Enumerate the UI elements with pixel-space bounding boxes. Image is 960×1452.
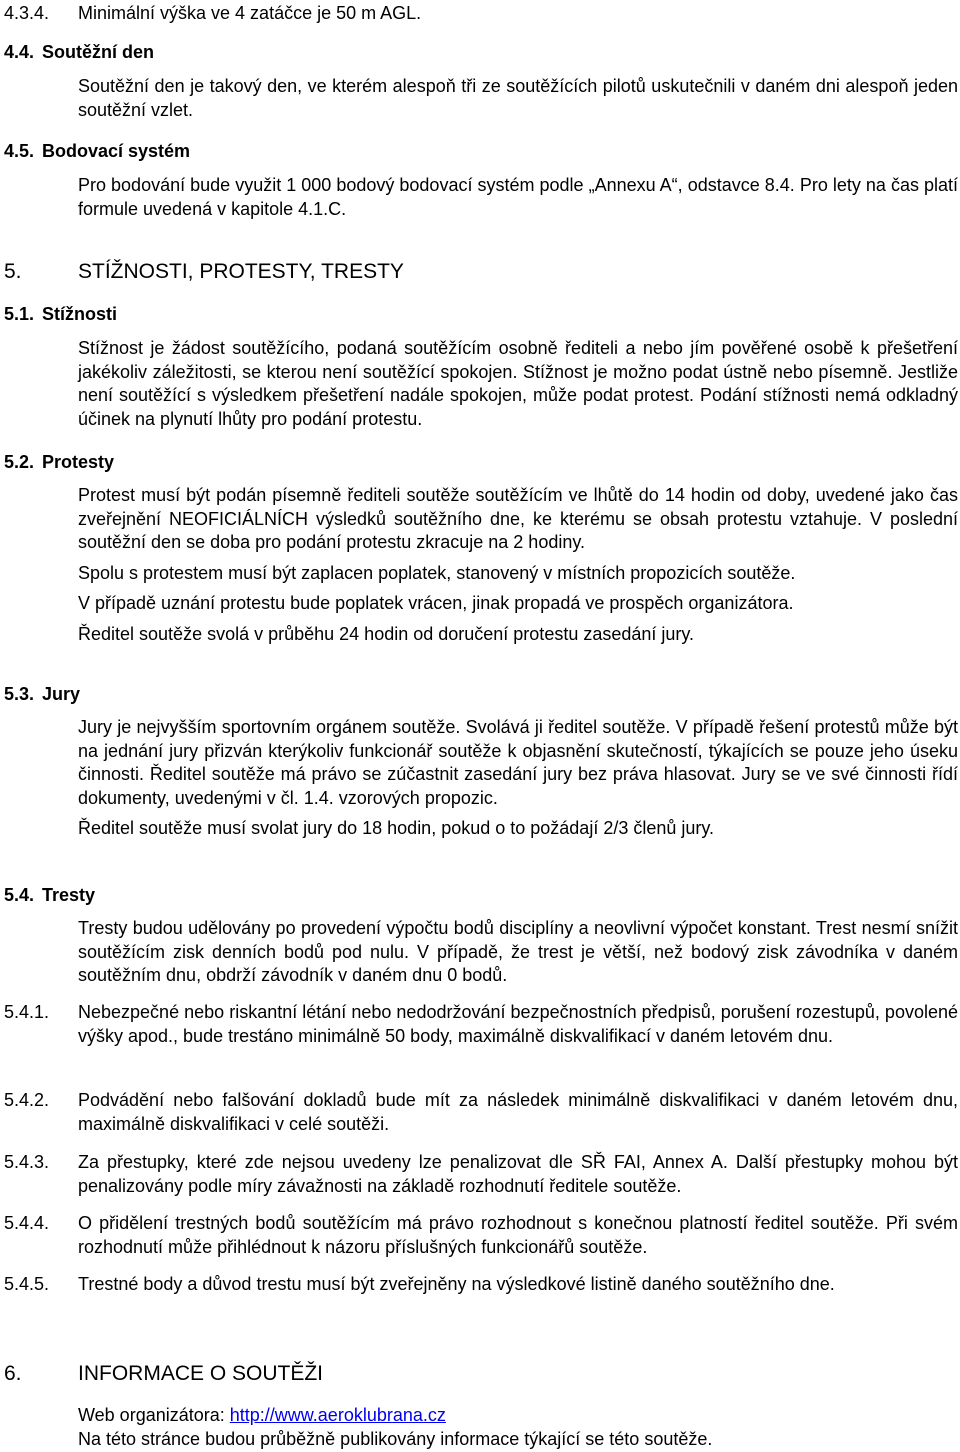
section-title: Protesty <box>42 452 115 472</box>
section-5-2-body <box>78 484 958 646</box>
protest-paragraph-4: Ředitel soutěže svolá v průběhu 24 hodin od doručení protestu zasedání jury. <box>78 623 695 644</box>
jury-paragraph-2: Ředitel soutěže musí svolat jury do 18 hodin, pokud o to požádají 2/3 členů jury. <box>78 818 715 838</box>
section-5-4-paragraph: Tresty budou udělovány po provedení výpočtu bodů disciplíny a neovlivní výpočet konstant. Trest nesmí snížit soutěžícím zisk denních bodů pod nulu. V případě, že trest je větší, než bodový zisk závodníka v daném soutěžním dnu, obdrží závodník v daném dnu 0 bodů. <box>78 918 958 985</box>
section-text: O přidělení trestných bodů soutěžícím má právo rozhodnout s konečnou platností ředitel soutěže. Při svém rozhodnutí může přihlédnout k názoru příslušných funkcionářů soutěže. <box>78 1213 958 1257</box>
chapter-title: STÍŽNOSTI, PROTESTY, TRESTY <box>78 260 404 283</box>
section-number: 5.4. <box>4 885 35 905</box>
section-number: 5.4.4. <box>4 1213 50 1233</box>
web-label: Web organizátora: <box>78 1405 230 1425</box>
section-number: 5.4.5. <box>4 1274 50 1294</box>
organizer-web-link[interactable]: http://www.aeroklubrana.cz <box>229 1405 446 1425</box>
section-4-4-paragraph: Soutěžní den je takový den, ve kterém alespoň tři ze soutěžících pilotů uskutečnili v daném dni alespoň jeden soutěžní vzlet. <box>78 76 958 120</box>
protest-paragraph-3: V případě uznání protestu bude poplatek vrácen, jinak propadá ve prospěch organizátora. <box>78 593 794 613</box>
section-number: 5.4.1. <box>4 1002 50 1022</box>
web-line <box>78 1404 958 1428</box>
protest-paragraph-1: Protest musí být podán písemně řediteli soutěže soutěžícím ve lhůtě do 14 hodin od doby, uvedené jako čas zveřejnění NEOFICIÁLNÍCH výsledků soutěžního dne, ke kterému se obsah protestu vztahuje. V poslední soutěžní den se doba pro podání protestu zkracuje na 2 hodiny. <box>78 485 958 552</box>
section-title: Tresty <box>42 885 96 905</box>
chapter-number: 5. <box>4 260 22 283</box>
section-4-5-paragraph: Pro bodování bude využit 1 000 bodový bodovací systém podle „Annexu A“, odstavce 8.4. Pro lety na čas platí formule uvedená v kapitole 4.1.C. <box>78 175 958 219</box>
protest-paragraph-2: Spolu s protestem musí být zaplacen poplatek, stanovený v místních propozicích soutěže. <box>78 562 796 583</box>
section-text: Nebezpečné nebo riskantní létání nebo nedodržování bezpečnostních předpisů, porušení rozestupů, povolené výšky apod., bude trestáno minimálně 50 body, maximálně diskvalifikací v daném letovém dnu. <box>78 1002 958 1046</box>
section-5-1-paragraph: Stížnost je žádost soutěžícího, podaná soutěžícím osobně řediteli a nebo jím pověřené osobě k přešetření jakékoliv záležitosti, se kterou není soutěžící spokojen. Stížnost je možno podat ústně nebo písemně. Jestliže není soutěžící s výsledkem přešetření nadále spokojen, může podat protest. Podání stížnosti nemá odkladný účinek na plynutí lhůty pro podání protestu. <box>78 338 958 429</box>
section-number: 5.1. <box>4 304 35 324</box>
section-number: 5.4.3. <box>4 1152 50 1172</box>
section-5-3-body <box>78 716 958 841</box>
jury-paragraph-1: Jury je nejvyšším sportovním orgánem soutěže. Svolává ji ředitel soutěže. V případě řešení protestů může být na jednání jury přizván kterýkoliv funkcionář soutěže k objasnění skutečností, týkajících se pouze jeho úseku činnosti. Ředitel soutěže má právo se zúčastnit zasedání jury bez práva hlasovat. Jury se ve své činnosti řídí dokumenty, uvedenými v čl. 1.4. vzorových propozic. <box>78 717 958 808</box>
section-title: Bodovací systém <box>42 141 191 161</box>
section-number: 5.2. <box>4 452 35 472</box>
chapter-number: 6. <box>4 1362 22 1385</box>
section-number: 4.3.4. <box>4 3 50 23</box>
section-text: Podvádění nebo falšování dokladů bude mít za následek minimálně diskvalifikaci v daném letovém dnu, maximálně diskvalifikaci v celé soutěži. <box>78 1090 958 1134</box>
section-number: 5.3. <box>4 684 35 704</box>
section-title: Jury <box>42 684 81 704</box>
section-number: 5.4.2. <box>4 1090 50 1110</box>
section-title: Stížnosti <box>42 304 117 324</box>
section-number: 4.4. <box>4 42 35 62</box>
section-text: Minimální výška ve 4 zatáčce je 50 m AGL. <box>78 3 422 23</box>
chapter-title: INFORMACE O SOUTĚŽI <box>78 1362 324 1385</box>
section-number: 4.5. <box>4 141 35 161</box>
info-line: Na této stránce budou průběžně publikovány informace týkající se této soutěže. <box>78 1428 713 1449</box>
section-6-body <box>78 1404 958 1451</box>
section-text: Trestné body a důvod trestu musí být zveřejněny na výsledkové listině daného soutěžního dne. <box>78 1274 835 1294</box>
section-title: Soutěžní den <box>42 42 154 62</box>
section-text: Za přestupky, které zde nejsou uvedeny lze penalizovat dle SŘ FAI, Annex A. Další přestupky mohou být penalizovány podle míry závažnosti na základě rozhodnutí ředitele soutěže. <box>78 1152 958 1196</box>
